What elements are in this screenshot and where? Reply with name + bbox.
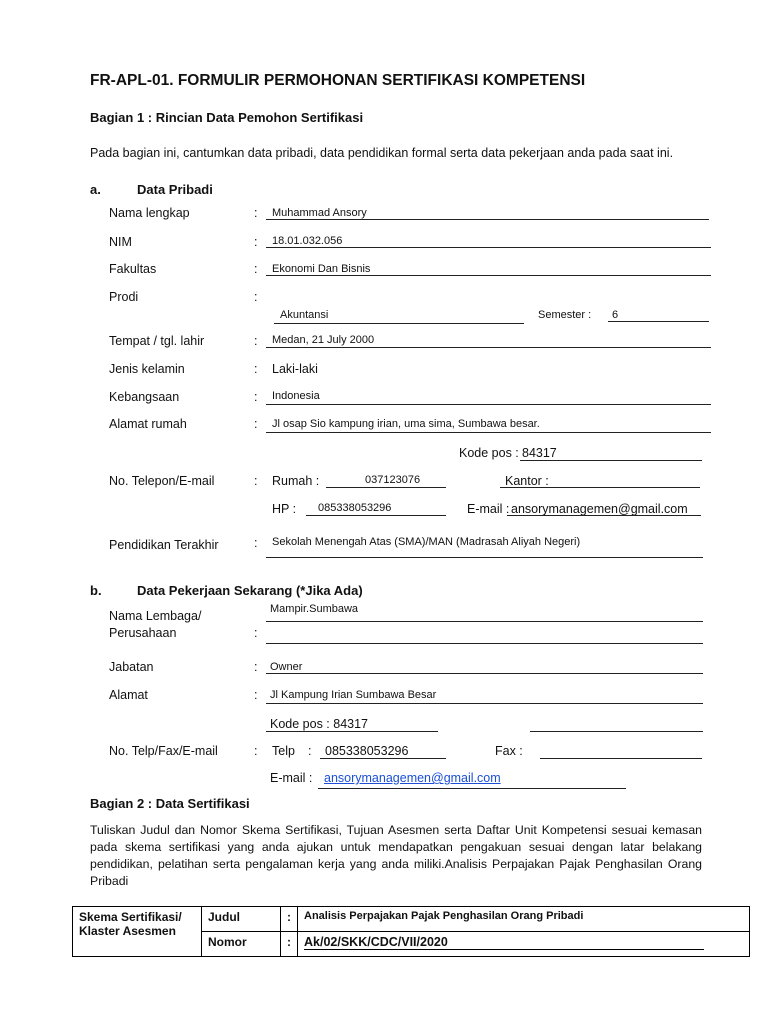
kantor-underline [500, 487, 700, 488]
jabatan-value: Owner [270, 661, 303, 673]
work-telp-label: No. Telp/Fax/E-mail [109, 744, 218, 758]
work-kodepos-underline [266, 731, 438, 732]
bangsa-underline [266, 404, 711, 405]
alamat-label: Alamat rumah [109, 417, 187, 431]
colon: : [254, 206, 258, 220]
nim-underline [266, 247, 711, 248]
kantor-label: Kantor : [505, 474, 549, 488]
prodi-label: Prodi [109, 290, 139, 304]
certification-table [72, 906, 750, 957]
judul-label: Judul [202, 907, 281, 932]
email-underline [507, 515, 701, 516]
work-telp-value: 085338053296 [325, 744, 409, 758]
work-fax-underline [540, 758, 702, 759]
bangsa-value: Indonesia [272, 390, 320, 402]
colon: : [254, 660, 258, 674]
colon: : [254, 235, 258, 249]
nama-value: Muhammad Ansory [272, 207, 367, 219]
part1-intro: Pada bagian ini, cantumkan data pribadi, data pendidikan formal serta data pekerjaan anda pada saat ini. [90, 146, 674, 160]
colon: : [254, 262, 258, 276]
rumah-label: Rumah : [272, 474, 320, 488]
telp-label: No. Telepon/E-mail [109, 474, 215, 488]
work-alamat-underline [266, 703, 703, 704]
colon: : [254, 536, 258, 550]
scheme-label-1: Skema Sertifikasi/ [79, 910, 182, 924]
judul-value: Analisis Perpajakan Pajak Penghasilan Orang Pribadi [298, 907, 750, 932]
nama-underline [266, 219, 709, 220]
semester-value: 6 [612, 309, 619, 321]
fakultas-underline [266, 275, 711, 276]
part2-heading: Bagian 2 : Data Sertifikasi [90, 796, 250, 811]
colon-cell: : [281, 907, 298, 932]
scheme-label-cell [73, 907, 202, 957]
lembaga-underline-2 [266, 643, 703, 644]
ttl-underline [266, 347, 711, 348]
work-telp-underline [320, 758, 446, 759]
nim-label: NIM [109, 235, 132, 249]
jabatan-underline [266, 673, 703, 674]
work-alamat-value: Jl Kampung Irian Sumbawa Besar [270, 689, 437, 701]
pendidikan-label: Pendidikan Terakhir [109, 538, 219, 552]
lembaga-label-2: Perusahaan [109, 626, 177, 640]
colon: : [254, 417, 258, 431]
nama-label: Nama lengkap [109, 206, 190, 220]
lembaga-label-1: Nama Lembaga/ [109, 609, 202, 623]
work-blank-underline [530, 731, 703, 732]
kodepos-underline [520, 460, 702, 461]
pendidikan-value: Sekolah Menengah Atas (SMA)/MAN (Madrasah Aliyah Negeri) [272, 536, 581, 548]
lembaga-underline-1 [266, 621, 703, 622]
prodi-value: Akuntansi [280, 309, 329, 321]
lembaga-value: Mampir.Sumbawa [270, 603, 359, 615]
semester-underline [608, 321, 709, 322]
nomor-value-cell [298, 932, 750, 957]
ttl-label: Tempat / tgl. lahir [109, 334, 205, 348]
kodepos-label: Kode pos : [459, 446, 519, 460]
hp-value: 085338053296 [318, 502, 392, 514]
work-email-underline [318, 788, 626, 789]
page-title: FR-APL-01. FORMULIR PERMOHONAN SERTIFIKASI KOMPETENSI [90, 72, 586, 89]
fakultas-label: Fakultas [109, 262, 157, 276]
pendidikan-underline [266, 557, 703, 558]
colon: : [254, 626, 258, 640]
work-alamat-label: Alamat [109, 688, 148, 702]
semester-label: Semester : [538, 309, 592, 321]
colon: : [308, 744, 312, 758]
jk-label: Jenis kelamin [109, 362, 185, 376]
work-telp-key: Telp [272, 744, 295, 758]
work-email-link[interactable]: ansorymanagemen@gmail.com [324, 771, 501, 785]
colon: : [254, 744, 258, 758]
nomor-label: Nomor [202, 932, 281, 957]
nomor-value: Ak/02/SKK/CDC/VII/2020 [304, 935, 704, 950]
bangsa-label: Kebangsaan [109, 390, 180, 404]
alamat-underline [266, 432, 711, 433]
colon: : [254, 362, 258, 376]
colon: : [254, 334, 258, 348]
work-fax-label: Fax : [495, 744, 523, 758]
colon: : [254, 688, 258, 702]
hp-label: HP : [272, 502, 297, 516]
ttl-value: Medan, 21 July 2000 [272, 334, 375, 346]
colon: : [254, 474, 258, 488]
colon-cell: : [281, 932, 298, 957]
kodepos-value: 84317 [522, 446, 557, 460]
part2-paragraph: Tuliskan Judul dan Nomor Skema Sertifikasi, Tujuan Asesmen serta Daftar Unit Kompetensi sesuai kemasan pada skema sertifikasi yang anda ajukan untuk mendapatkan pengakuan sesuai dengan latar belakang pendidikan, pelatihan serta pengalaman kerja yang anda miliki.Analisis Perpajakan Pajak Penghasilan Orang Pribadi [90, 823, 702, 888]
jk-value: Laki-laki [272, 362, 318, 376]
scheme-label-2: Klaster Asesmen [79, 924, 176, 938]
jabatan-label: Jabatan [109, 660, 154, 674]
work-email-label: E-mail : [270, 771, 313, 785]
work-kodepos: Kode pos : 84317 [270, 717, 368, 731]
section-b-title: Data Pekerjaan Sekarang (*Jika Ada) [137, 583, 363, 598]
section-a-title: Data Pribadi [137, 182, 213, 197]
colon: : [254, 390, 258, 404]
email-value: ansorymanagemen@gmail.com [511, 502, 688, 516]
rumah-value: 037123076 [365, 474, 421, 486]
alamat-value: Jl osap Sio kampung irian, uma sima, Sumbawa besar. [272, 418, 540, 430]
hp-underline [306, 515, 446, 516]
fakultas-value: Ekonomi Dan Bisnis [272, 263, 371, 275]
section-a-letter: a. [90, 182, 101, 197]
email-label: E-mail : [467, 502, 510, 516]
rumah-underline [326, 487, 446, 488]
prodi-underline [274, 323, 524, 324]
colon: : [254, 290, 258, 304]
nim-value: 18.01.032.056 [272, 235, 343, 247]
part1-heading: Bagian 1 : Rincian Data Pemohon Sertifikasi [90, 110, 364, 125]
section-b-letter: b. [90, 583, 102, 598]
